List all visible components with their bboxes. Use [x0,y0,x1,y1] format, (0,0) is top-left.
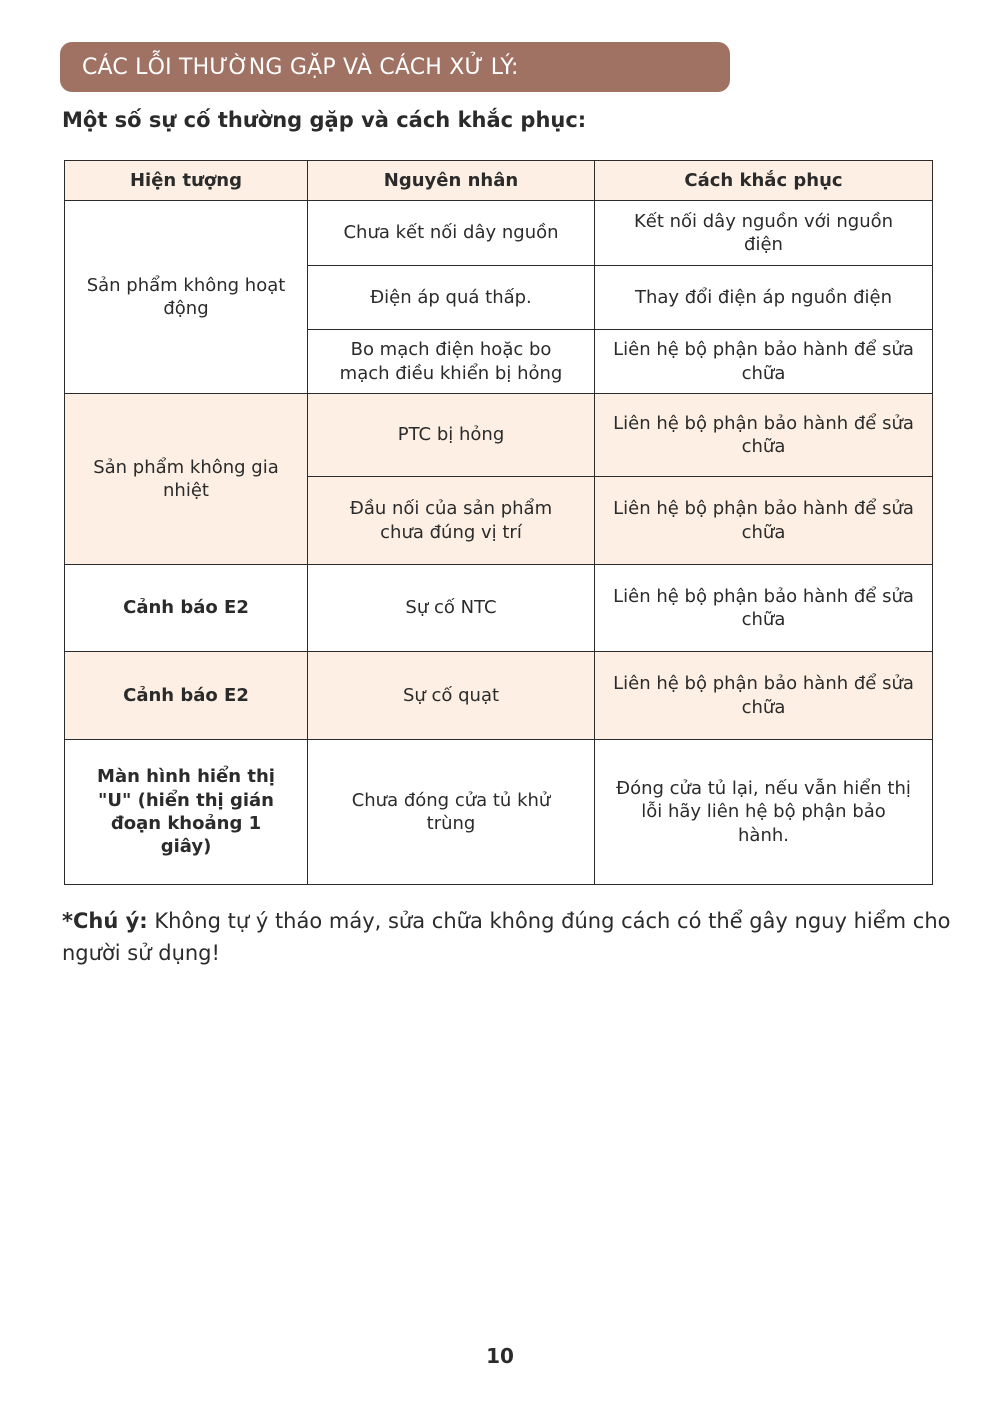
cause-cell: PTC bị hỏng [308,394,595,477]
fix-cell: Đóng cửa tủ lại, nếu vẫn hiển thị lỗi hãy liên hệ bộ phận bảo hành. [595,740,933,885]
symptom-cell: Cảnh báo E2 [65,565,308,652]
warning-note [62,906,952,969]
fix-cell: Kết nối dây nguồn với nguồn điện [595,201,933,266]
page-number: 10 [486,1344,514,1368]
fix-cell: Liên hệ bộ phận bảo hành để sửa chữa [595,394,933,477]
symptom-cell: Sản phẩm không hoạt động [65,201,308,394]
cause-cell: Chưa đóng cửa tủ khử trùng [308,740,595,885]
fix-cell: Liên hệ bộ phận bảo hành để sửa chữa [595,652,933,740]
header-symptom: Hiện tượng [65,161,308,201]
section-title: CÁC LỖI THƯỜNG GẶP VÀ CÁCH XỬ LÝ: [82,54,519,80]
symptom-cell: Cảnh báo E2 [65,652,308,740]
table-row [65,394,933,477]
header-fix: Cách khắc phục [595,161,933,201]
fix-cell: Thay đổi điện áp nguồn điện [595,266,933,330]
note-label: *Chú ý: [62,909,148,933]
cause-cell: Điện áp quá thấp. [308,266,595,330]
cause-cell: Đầu nối của sản phẩm chưa đúng vị trí [308,477,595,565]
table-row [65,652,933,740]
table-row [65,740,933,885]
cause-cell: Sự cố quạt [308,652,595,740]
section-banner [60,42,730,92]
note-text: Không tự ý tháo máy, sửa chữa không đúng cách có thể gây nguy hiểm cho người sử dụng! [62,909,951,965]
cause-cell: Sự cố NTC [308,565,595,652]
fix-cell: Liên hệ bộ phận bảo hành để sửa chữa [595,477,933,565]
table-header-row [65,161,933,201]
cause-cell: Chưa kết nối dây nguồn [308,201,595,266]
table-row [65,201,933,266]
subtitle: Một số sự cố thường gặp và cách khắc phục: [62,108,587,132]
table-row [65,565,933,652]
symptom-cell: Màn hình hiển thị "U" (hiển thị gián đoạn khoảng 1 giây) [65,740,308,885]
cause-cell: Bo mạch điện hoặc bo mạch điều khiển bị hỏng [308,330,595,394]
symptom-cell: Sản phẩm không gia nhiệt [65,394,308,565]
header-cause: Nguyên nhân [308,161,595,201]
troubleshooting-table [64,160,933,885]
fix-cell: Liên hệ bộ phận bảo hành để sửa chữa [595,330,933,394]
fix-cell: Liên hệ bộ phận bảo hành để sửa chữa [595,565,933,652]
